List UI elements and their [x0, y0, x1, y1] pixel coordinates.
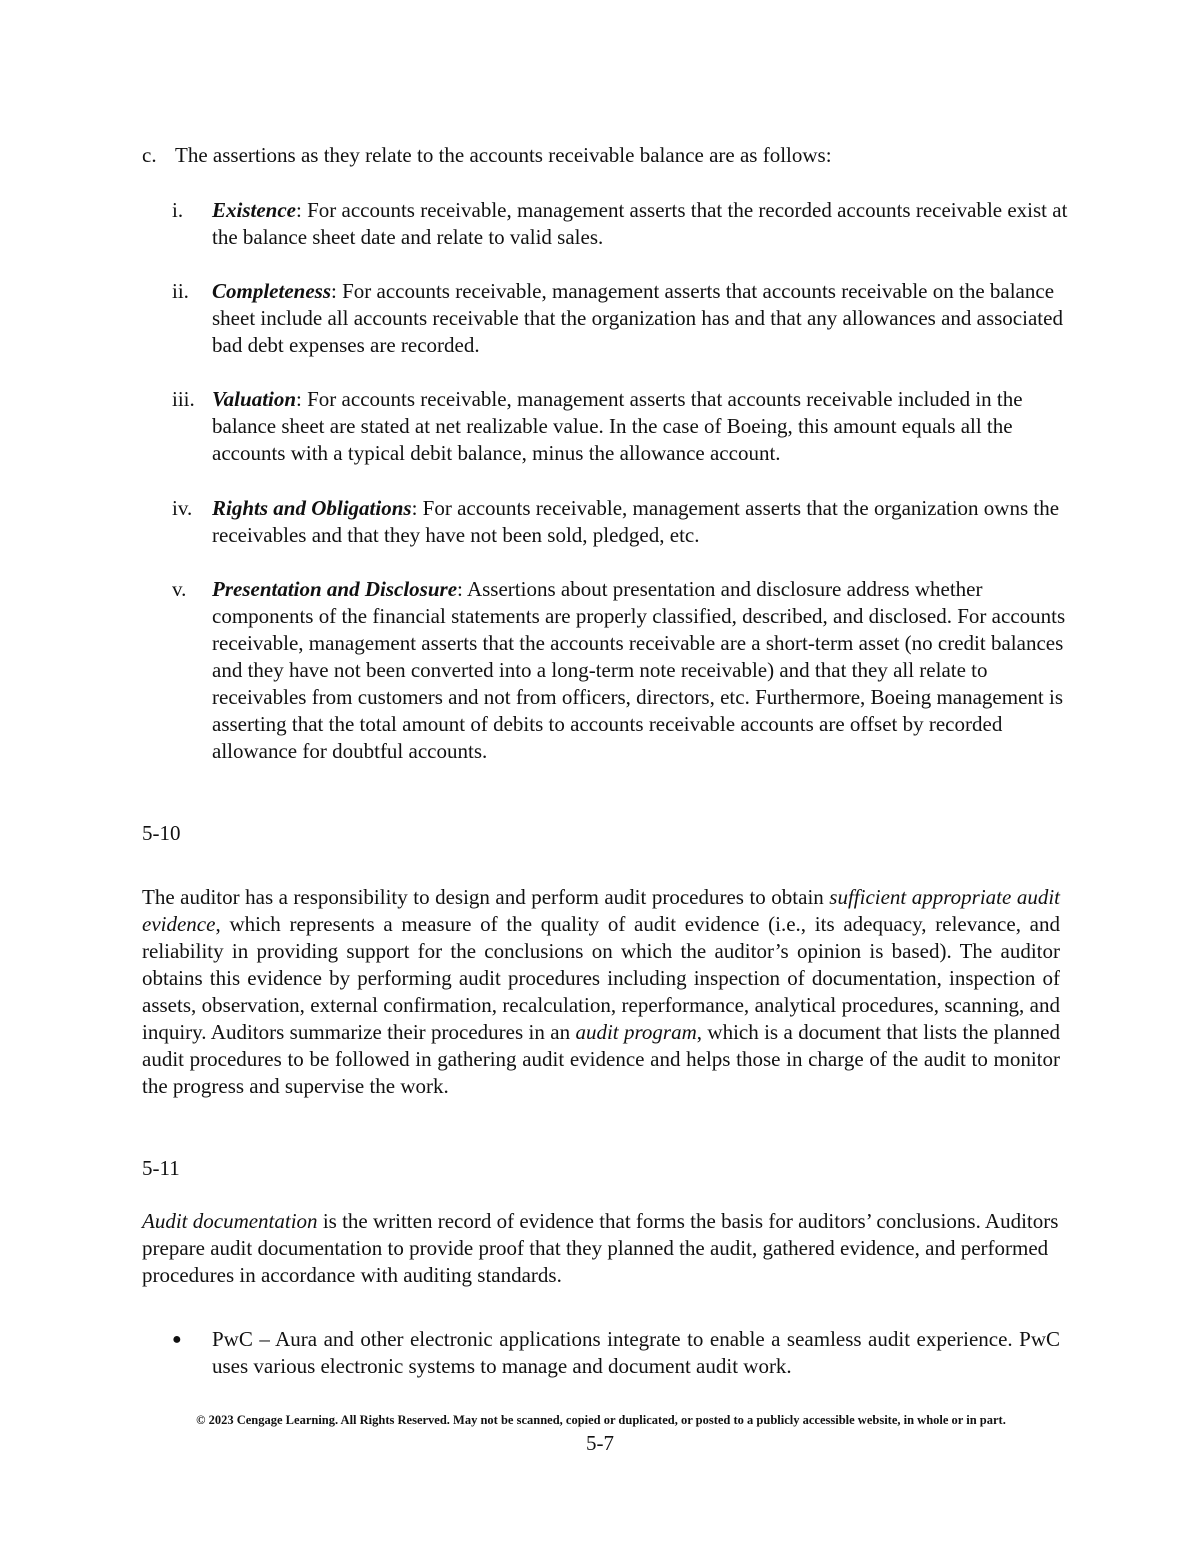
assertion-text: : Assertions about presentation and disclosure address whether components of the financial statements are properly classified, described, and disclosed. For accounts receivable, management asserts that the accounts receivable are a short-term asset (no credit balances and they have not been converted into a long-term note receivable) and that they all relate to receivables from customers and not from officers, directors, etc. Furthermore, Boeing management is asserting that the total amount of debits to accounts receivable accounts are offset by recorded allowance for doubtful accounts.: [212, 577, 1066, 763]
assertion-text: : For accounts receivable, management asserts that the recorded accounts receivable exist at the balance sheet date and relate to valid sales.: [212, 198, 1068, 249]
assertion-text: : For accounts receivable, management asserts that accounts receivable included in the balance sheet are stated at net realizable value. In the case of Boeing, this amount equals all the accounts with a typical debit balance, minus the allowance account.: [212, 387, 1023, 465]
assertion-presentation-disclosure: [172, 576, 1072, 765]
bullet-icon: ●: [172, 1331, 182, 1348]
paragraph-text: , which is a document that lists the planned audit procedures to be followed in gathering audit evidence and helps those in charge of the audit to monitor the progress and supervise the work.: [142, 1020, 1061, 1098]
paragraph-text: is the written record of evidence that forms the basis for auditors’ conclusions. Auditors prepare audit documentation to provide proof that they planned the audit, gathered evidence, and performed procedures in accordance with auditing standards.: [142, 1209, 1059, 1287]
emphasis-term: audit program: [575, 1020, 697, 1044]
assertion-existence: [172, 197, 1072, 251]
assertion-term: Valuation: [212, 387, 297, 411]
intro-text: The assertions as they relate to the accounts receivable balance are as follows:: [175, 143, 832, 167]
assertion-number: v.: [172, 577, 187, 601]
assertion-term: Existence: [212, 198, 296, 222]
assertion-number: i.: [172, 198, 184, 222]
paragraph-text: The auditor has a responsibility to design and perform audit procedures to obtain: [142, 885, 830, 909]
page-number: 5-7: [586, 1431, 614, 1455]
assertion-completeness: [172, 278, 1072, 359]
section-heading-5-11: 5-11: [142, 1156, 180, 1180]
intro-marker: c.: [142, 143, 157, 167]
emphasis-term: Audit documentation: [142, 1209, 318, 1233]
assertion-text: : For accounts receivable, management asserts that accounts receivable on the balance sheet include all accounts receivable that the organization has and that any allowances and associated bad debt expenses are recorded.: [212, 279, 1063, 357]
section-heading-5-10: 5-10: [142, 821, 181, 845]
assertion-term: Presentation and Disclosure: [212, 577, 458, 601]
assertion-text: : For accounts receivable, management asserts that the organization owns the receivables and that they have not been sold, pledged, etc.: [212, 496, 1060, 547]
paragraph-5-11: [142, 1208, 1060, 1289]
assertion-number: iii.: [172, 387, 195, 411]
emphasis-term: sufficient appropriate audit evidence: [142, 885, 1060, 936]
paragraph-text: , which represents a measure of the quality of audit evidence (i.e., its adequacy, relevance, and reliability in providing support for the conclusions on which the auditor’s opinion is based). The auditor obtains this evidence by performing audit procedures including inspection of documentation, inspection of assets, observation, external confirmation, recalculation, reperformance, analytical procedures, scanning, and inquiry. Auditors summarize their procedures in an: [142, 912, 1060, 1044]
bullet-text: PwC – Aura and other electronic applications integrate to enable a seamless audit experience. PwC uses various electronic systems to manage and document audit work.: [212, 1327, 1060, 1378]
bullet-item: [172, 1326, 1060, 1380]
paragraph-5-10: [142, 884, 1060, 1100]
assertion-term: Rights and Obligations: [212, 496, 412, 520]
assertion-number: iv.: [172, 496, 193, 520]
assertion-number: ii.: [172, 279, 189, 303]
copyright-notice: © 2023 Cengage Learning. All Rights Reserved. May not be scanned, copied or duplicated, or posted to a publicly accessible website, in whole or in part.: [196, 1413, 1006, 1427]
assertion-valuation: [172, 386, 1072, 467]
assertion-term: Completeness: [212, 279, 331, 303]
assertion-rights-obligations: [172, 495, 1072, 549]
intro-item: [142, 142, 1102, 169]
